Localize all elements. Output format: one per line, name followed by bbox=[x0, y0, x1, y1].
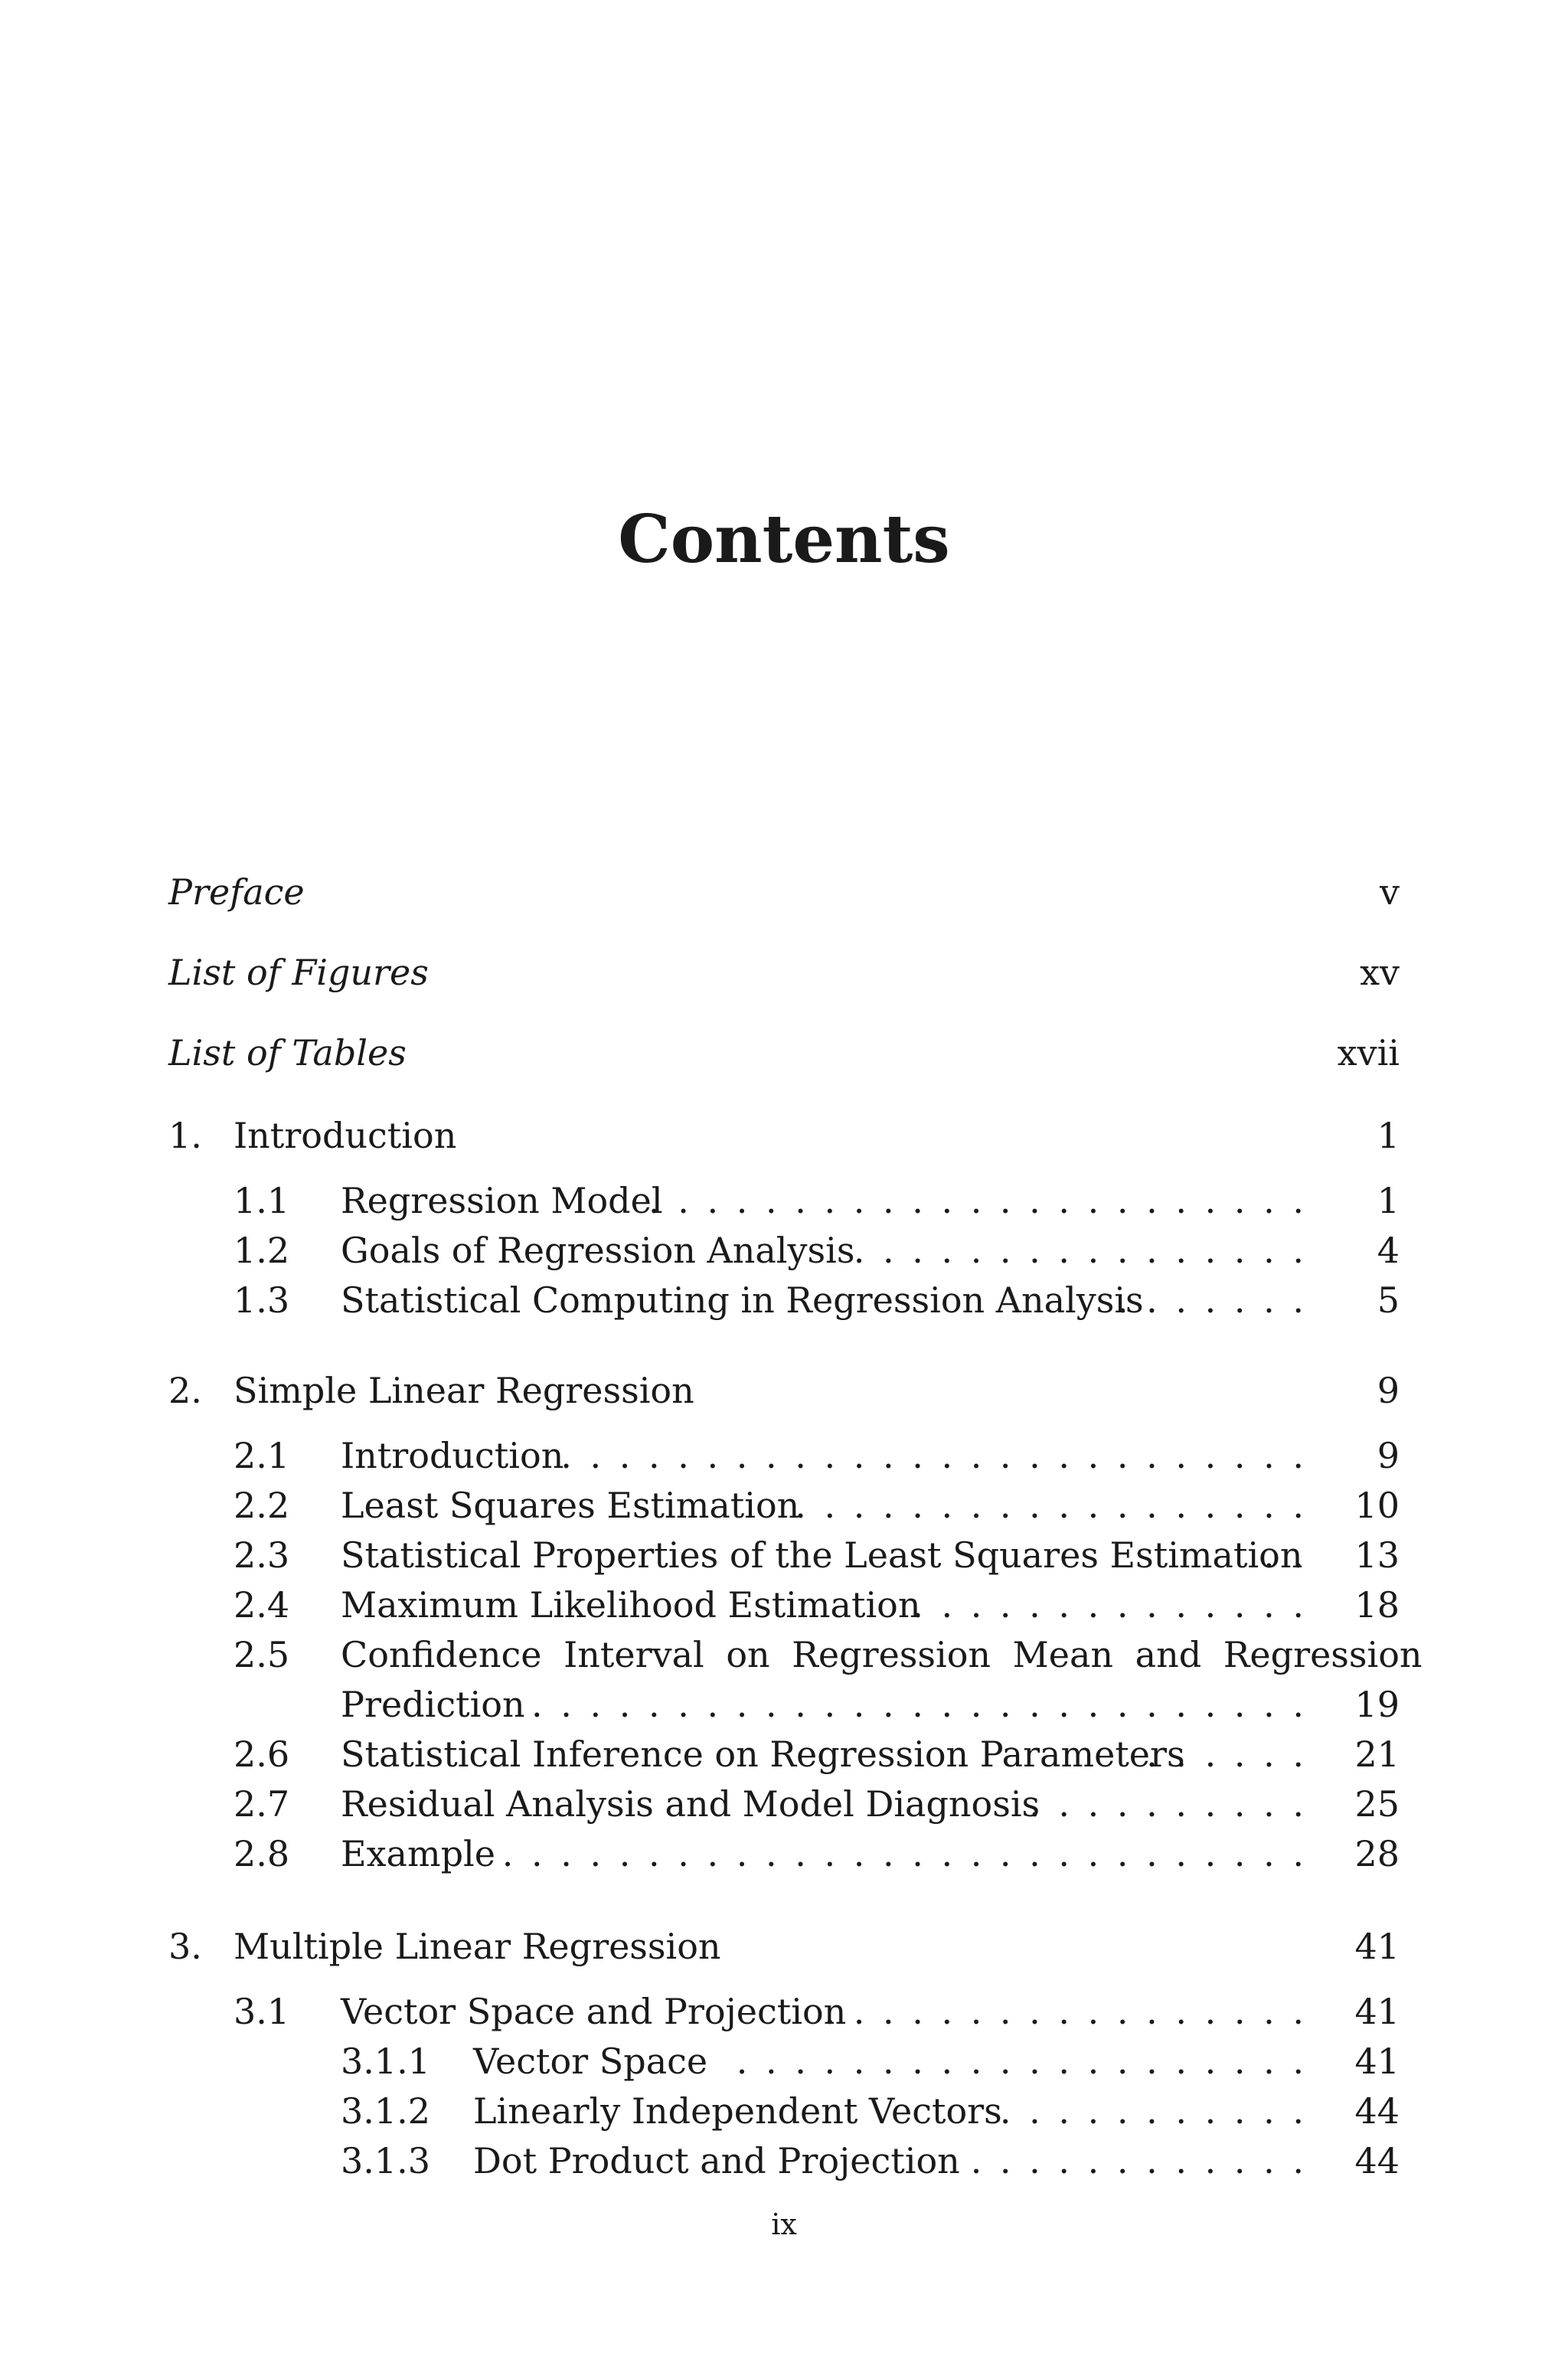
dot-leader bbox=[1141, 1731, 1304, 1777]
toc-page-number: 44 bbox=[1354, 2090, 1400, 2132]
page-title: Contents bbox=[618, 501, 950, 578]
subsection-number: 3.1.2 bbox=[341, 2090, 431, 2132]
subsection-number: 3.1.1 bbox=[341, 2041, 431, 2082]
subsection-number: 3.1.3 bbox=[341, 2140, 431, 2181]
toc-subsection-3-1-2[interactable] bbox=[0, 2088, 1568, 2134]
toc-entry-label: List of Figures bbox=[168, 952, 429, 993]
toc-page-number: v bbox=[1380, 871, 1400, 913]
toc-entry-list-of-figures[interactable] bbox=[0, 949, 1568, 995]
section-title: Confidence Interval on Regression Mean and Regression bbox=[341, 1634, 1423, 1675]
toc-page-number: 25 bbox=[1354, 1783, 1400, 1825]
dot-leader bbox=[1256, 1532, 1304, 1578]
toc-page-number: 9 bbox=[1377, 1435, 1400, 1476]
chapter-number: 3. bbox=[168, 1926, 202, 1967]
section-number: 2.4 bbox=[234, 1584, 290, 1626]
chapter-number: 2. bbox=[168, 1370, 202, 1411]
dot-leader bbox=[781, 1482, 1304, 1528]
toc-section-2-8[interactable] bbox=[0, 1831, 1568, 1877]
dot-leader bbox=[988, 2088, 1304, 2134]
toc-section-2-7[interactable] bbox=[0, 1781, 1568, 1827]
subsection-title: Linearly Independent Vectors bbox=[473, 2090, 1002, 2132]
toc-page-number: 9 bbox=[1377, 1370, 1400, 1411]
section-number: 2.5 bbox=[234, 1634, 290, 1675]
toc-page-number: 41 bbox=[1354, 2041, 1400, 2082]
section-number: 2.1 bbox=[234, 1435, 290, 1476]
toc-section-2-6[interactable] bbox=[0, 1731, 1568, 1777]
dot-leader bbox=[498, 1831, 1304, 1877]
toc-entry-preface[interactable] bbox=[0, 869, 1568, 915]
section-title: Least Squares Estimation bbox=[341, 1485, 800, 1526]
toc-page-number: 1 bbox=[1377, 1180, 1400, 1221]
section-title: Statistical Computing in Regression Analysis bbox=[341, 1279, 1144, 1321]
section-title: Example bbox=[341, 1833, 495, 1874]
dot-leader bbox=[827, 1989, 1304, 2034]
toc-subsection-3-1-1[interactable] bbox=[0, 2038, 1568, 2084]
toc-page-number: xvii bbox=[1337, 1032, 1400, 1074]
toc-page-number: 28 bbox=[1354, 1833, 1400, 1874]
dot-leader bbox=[716, 2038, 1304, 2084]
toc-chapter-1[interactable] bbox=[0, 1113, 1568, 1158]
toc-page-number: xv bbox=[1360, 952, 1400, 993]
section-number: 2.2 bbox=[234, 1485, 290, 1526]
toc-page-number: 21 bbox=[1354, 1734, 1400, 1775]
subsection-title: Dot Product and Projection bbox=[473, 2140, 960, 2181]
toc-section-2-2[interactable] bbox=[0, 1482, 1568, 1528]
section-number: 3.1 bbox=[234, 1991, 290, 2032]
chapter-number: 1. bbox=[168, 1115, 202, 1156]
toc-section-1-2[interactable] bbox=[0, 1227, 1568, 1273]
toc-chapter-2[interactable] bbox=[0, 1368, 1568, 1413]
dot-leader bbox=[850, 1227, 1304, 1273]
section-title: Statistical Inference on Regression Parameters bbox=[341, 1734, 1185, 1775]
dot-leader bbox=[559, 1433, 1304, 1479]
dot-leader bbox=[651, 1178, 1304, 1224]
section-title: Maximum Likelihood Estimation bbox=[341, 1584, 921, 1626]
section-title: Vector Space and Projection bbox=[341, 1991, 847, 2032]
toc-entry-list-of-tables[interactable] bbox=[0, 1030, 1568, 1076]
chapter-title: Simple Linear Regression bbox=[234, 1370, 694, 1411]
section-title: Residual Analysis and Model Diagnosis bbox=[341, 1783, 1040, 1825]
toc-page-number: 1 bbox=[1377, 1115, 1400, 1156]
dot-leader bbox=[903, 1582, 1304, 1628]
section-number: 2.3 bbox=[234, 1534, 290, 1576]
toc-section-3-1[interactable] bbox=[0, 1989, 1568, 2034]
section-title: Statistical Properties of the Least Squares Estimation bbox=[341, 1534, 1303, 1576]
dot-leader bbox=[961, 2138, 1304, 2184]
toc-section-2-5-continued[interactable] bbox=[0, 1681, 1568, 1727]
toc-page-number: 13 bbox=[1354, 1534, 1400, 1576]
toc-entry-label: Preface bbox=[168, 871, 305, 913]
toc-subsection-3-1-3[interactable] bbox=[0, 2138, 1568, 2184]
toc-section-1-3[interactable] bbox=[0, 1277, 1568, 1323]
toc-chapter-3[interactable] bbox=[0, 1923, 1568, 1969]
toc-page-number: 41 bbox=[1354, 1991, 1400, 2032]
toc-entry-label: List of Tables bbox=[168, 1032, 407, 1074]
toc-page-number: 5 bbox=[1377, 1279, 1400, 1321]
toc-section-2-3[interactable] bbox=[0, 1532, 1568, 1578]
section-title: Goals of Regression Analysis bbox=[341, 1230, 855, 1271]
toc-page-number: 10 bbox=[1354, 1485, 1400, 1526]
toc-page-number: 19 bbox=[1354, 1684, 1400, 1725]
toc-section-1-1[interactable] bbox=[0, 1178, 1568, 1224]
toc-page-number: 18 bbox=[1354, 1584, 1400, 1626]
dot-leader bbox=[1110, 1277, 1304, 1323]
chapter-title: Multiple Linear Regression bbox=[234, 1926, 721, 1967]
toc-section-2-4[interactable] bbox=[0, 1582, 1568, 1628]
chapter-title: Introduction bbox=[234, 1115, 457, 1156]
section-number: 1.1 bbox=[234, 1180, 290, 1221]
section-title: Regression Model bbox=[341, 1180, 663, 1221]
toc-page-number: 4 bbox=[1377, 1230, 1400, 1271]
toc-section-2-5[interactable] bbox=[0, 1632, 1568, 1678]
section-number: 1.3 bbox=[234, 1279, 290, 1321]
section-number: 2.6 bbox=[234, 1734, 290, 1775]
dot-leader bbox=[1018, 1781, 1304, 1827]
subsection-title: Vector Space bbox=[473, 2041, 708, 2082]
toc-section-2-1[interactable] bbox=[0, 1433, 1568, 1479]
toc-page-number: 44 bbox=[1354, 2140, 1400, 2181]
dot-leader bbox=[524, 1681, 1304, 1727]
section-title-continued: Prediction bbox=[341, 1684, 525, 1725]
page-folio: ix bbox=[771, 2208, 797, 2241]
section-title: Introduction bbox=[341, 1435, 564, 1476]
toc-page-number: 41 bbox=[1354, 1926, 1400, 1967]
section-number: 2.8 bbox=[234, 1833, 290, 1874]
section-number: 1.2 bbox=[234, 1230, 290, 1271]
section-number: 2.7 bbox=[234, 1783, 290, 1825]
